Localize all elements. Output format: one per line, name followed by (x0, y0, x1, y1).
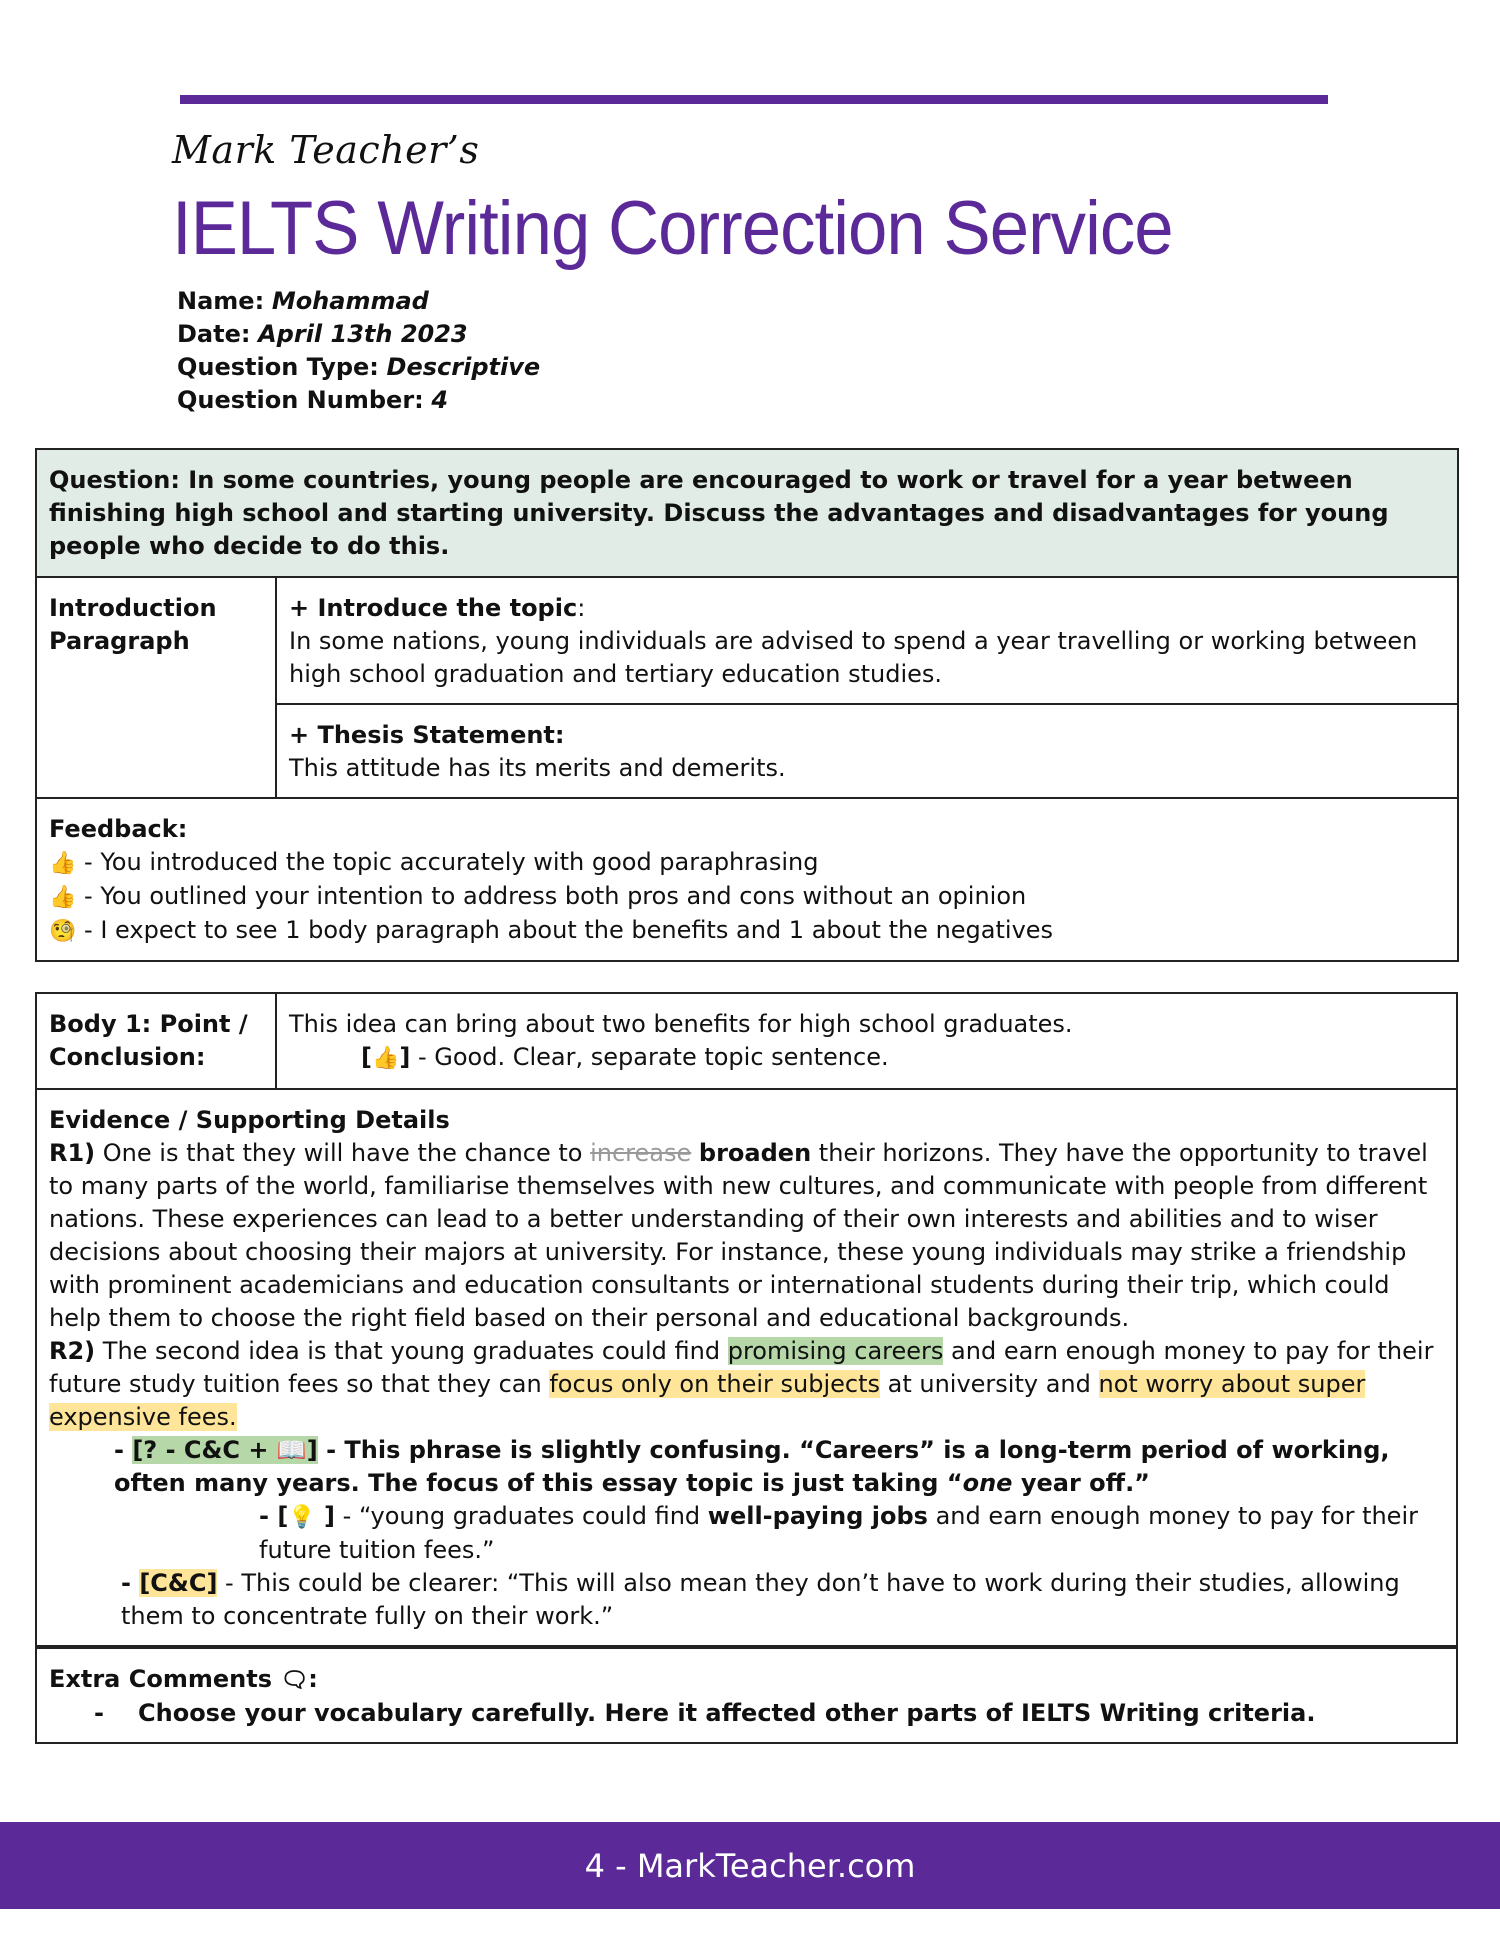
extra-comment-item: - Choose your vocabulary carefully. Here it affected other parts of IELTS Writing criteria. (94, 1699, 1316, 1727)
point-label: Body 1: Point / Conclusion: (37, 994, 277, 1088)
introduction-row (37, 578, 1457, 799)
point-feedback: [👍] - Good. Clear, separate topic sentence. (361, 1043, 889, 1071)
thesis-heading: + Thesis Statement: (289, 721, 565, 749)
thumbs-up-icon: 👍 (49, 851, 77, 876)
monocle-face-icon: 🧐 (49, 919, 77, 944)
page-title: IELTS Writing Correction Service (172, 186, 1173, 271)
meta-question-number: Question Number: 4 (177, 386, 449, 414)
meta-question-type: Question Type: Descriptive (177, 353, 541, 381)
meta-name: Name: Mohammad (177, 287, 429, 315)
point-content (277, 994, 1456, 1088)
thesis-text: This attitude has its merits and demerits. (289, 754, 786, 782)
introduction-table (35, 448, 1459, 962)
reason-2: R2) The second idea is that young graduates could find promising careers and earn enough money to pay for their future study tuition fees so that they can focus only on their subjects at university and not worry about super expensive fees. (49, 1337, 1434, 1431)
corrected-word: broaden (698, 1139, 812, 1167)
feedback-cell (37, 799, 1457, 960)
extra-comments-label: Extra Comments 🗨: (49, 1665, 318, 1693)
reason-1: R1) One is that they will have the chance to increase broaden their horizons. They have the opportunity to travel to many parts of the world, familiarise themselves with new cultures, and communicate with people from different nations. These experiences can lead to a better understanding of their own interests and abilities and to wiser decisions about choosing their majors at university. For instance, these young individuals may strike a friendship with prominent academicians and education consultants or international students during their trip, which could help them to choose the right field based on their personal and educational backgrounds. (49, 1139, 1428, 1332)
highlight-yellow: focus only on their subjects (549, 1370, 880, 1398)
point-text: This idea can bring about two benefits for high school graduates. (289, 1010, 1073, 1038)
comment-1: - [? - C&C + 📖] - This phrase is slightly confusing. “Careers” is a long-term period of working, often many years. The focus of this essay topic is just taking “one year off.” (114, 1436, 1390, 1497)
feedback-item: 👍 - You outlined your intention to address both pros and cons without an opinion (49, 882, 1027, 910)
thumbs-up-icon: 👍 (49, 885, 77, 910)
submission-meta (177, 285, 540, 417)
introduce-topic-text: In some nations, young individuals are advised to spend a year travelling or working between high school graduation and tertiary education studies. (289, 627, 1418, 688)
body-paragraph-table (35, 992, 1458, 1744)
introduction-content (277, 578, 1457, 797)
brand-script-title: Mark Teacher’s (172, 128, 480, 172)
feedback-item: 🧐 - I expect to see 1 body paragraph about the benefits and 1 about the negatives (49, 916, 1054, 944)
speech-bubble-icon: 🗨 (280, 1668, 309, 1693)
coherence-tag: [C&C] (139, 1569, 218, 1597)
meta-date: Date: April 13th 2023 (177, 320, 468, 348)
evidence-label: Evidence / Supporting Details (49, 1106, 450, 1134)
introduce-topic-cell (277, 578, 1457, 703)
highlight-green: promising careers (727, 1337, 944, 1365)
comment-3: - [C&C] - This could be clearer: “This will also mean they don’t have to work during their studies, allowing them to concentrate fully on their work.” (121, 1569, 1400, 1630)
extra-comments-cell (37, 1647, 1456, 1742)
evidence-cell (37, 1090, 1456, 1647)
lightbulb-icon: 💡 (288, 1505, 316, 1530)
page-footer: 4 - MarkTeacher.com (0, 1822, 1500, 1909)
top-accent-bar (180, 95, 1328, 104)
point-row (37, 994, 1456, 1090)
highlight-yellow: not worry about super expensive fees. (49, 1370, 1366, 1431)
feedback-item: 👍 - You introduced the topic accurately with good paraphrasing (49, 848, 819, 876)
question-prompt: Question: In some countries, young people are encouraged to work or travel for a year between finishing high school and starting university. Discuss the advantages and disadvantages for young people who decide to do this. (37, 450, 1457, 578)
comment-2: - [💡 ] - “young graduates could find well-paying jobs and earn enough money to pay for their future tuition fees.” (259, 1502, 1418, 1564)
coherence-tag: [? - C&C + 📖] (132, 1436, 318, 1464)
point-cell (277, 994, 1456, 1087)
feedback-label: Feedback: (49, 815, 188, 843)
introduction-label: Introduction Paragraph (37, 578, 277, 797)
struck-word: increase (590, 1139, 692, 1167)
thesis-cell (277, 703, 1457, 797)
thumbs-up-icon: 👍 (371, 1046, 400, 1071)
introduce-topic-heading: + Introduce the topic: (289, 594, 586, 622)
